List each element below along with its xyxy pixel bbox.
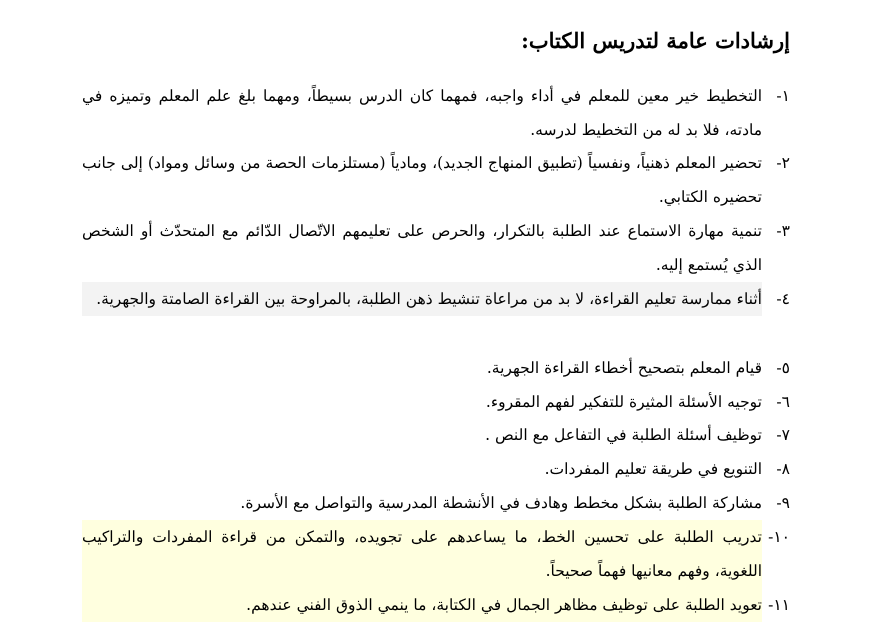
list-item-1: [82, 79, 790, 147]
item-text: أثناء ممارسة تعليم القراءة، لا بد من مراعاة تنشيط ذهن الطلبة، بالمراوحة بين القراءة الصامتة والجهرية.: [96, 290, 762, 308]
item-text: التخطيط خير معين للمعلم في أداء واجبه، فمهما كان الدرس بسيطاً، ومهما بلغ علم المعلم وتميزه في مادته، فلا بد له من التخطيط لدرسه.: [82, 87, 762, 139]
item-number: ٥-: [776, 359, 790, 377]
item-number: ٤-: [776, 290, 790, 308]
list-item-5: [82, 351, 790, 385]
page-title: إرشادات عامة لتدريس الكتاب:: [521, 28, 790, 53]
item-text: تحضير المعلم ذهنياً، ونفسياً (تطبيق المنهاج الجديد)، ومادياً (مستلزمات الحصة من وسائل ومواد) إلى جانب تحضيره الكتابي.: [82, 154, 762, 206]
item-text: قيام المعلم بتصحيح أخطاء القراءة الجهرية.: [486, 359, 762, 377]
item-text: توجيه الأسئلة المثيرة للتفكير لفهم المقروء.: [485, 393, 762, 411]
item-number: ٨-: [776, 460, 790, 478]
list-item-4: [82, 282, 790, 316]
item-number: ١٠-: [768, 528, 790, 546]
item-text: تنمية مهارة الاستماع عند الطلبة بالتكرار، والحرص على تعليمهم الاتّصال الدّائم مع المتحدّث أو الشخص الذي يُستمع إليه.: [82, 222, 762, 274]
item-number: ٦-: [776, 393, 790, 411]
list-item-10: [82, 520, 790, 588]
list-item-2: [82, 146, 790, 214]
item-text: تدريب الطلبة على تحسين الخط، ما يساعدهم على تجويده، والتمكن من قراءة المفردات والتراكيب اللغوية، وفهم معانيها فهماً صحيحاً.: [82, 528, 762, 580]
item-number: ١-: [776, 87, 790, 105]
item-text: تعويد الطلبة على توظيف مظاهر الجمال في الكتابة، ما ينمي الذوق الفني عندهم.: [246, 596, 762, 614]
item-text: مشاركة الطلبة بشكل مخطط وهادف في الأنشطة المدرسية والتواصل مع الأسرة.: [240, 494, 762, 512]
item-number: ٣-: [776, 222, 790, 240]
list-item-8: [82, 452, 790, 486]
list-item-9: [82, 486, 790, 520]
item-number: ١١-: [768, 596, 790, 614]
list-item-6: [82, 385, 790, 419]
item-number: ٧-: [776, 426, 790, 444]
item-number: ٩-: [776, 494, 790, 512]
item-text: التنويع في طريقة تعليم المفردات.: [544, 460, 762, 478]
list-item-7: [82, 418, 790, 452]
list-item-11: [82, 588, 790, 622]
item-number: ٢-: [776, 154, 790, 172]
list-item-3: [82, 214, 790, 282]
item-text: توظيف أسئلة الطلبة في التفاعل مع النص .: [485, 426, 762, 444]
